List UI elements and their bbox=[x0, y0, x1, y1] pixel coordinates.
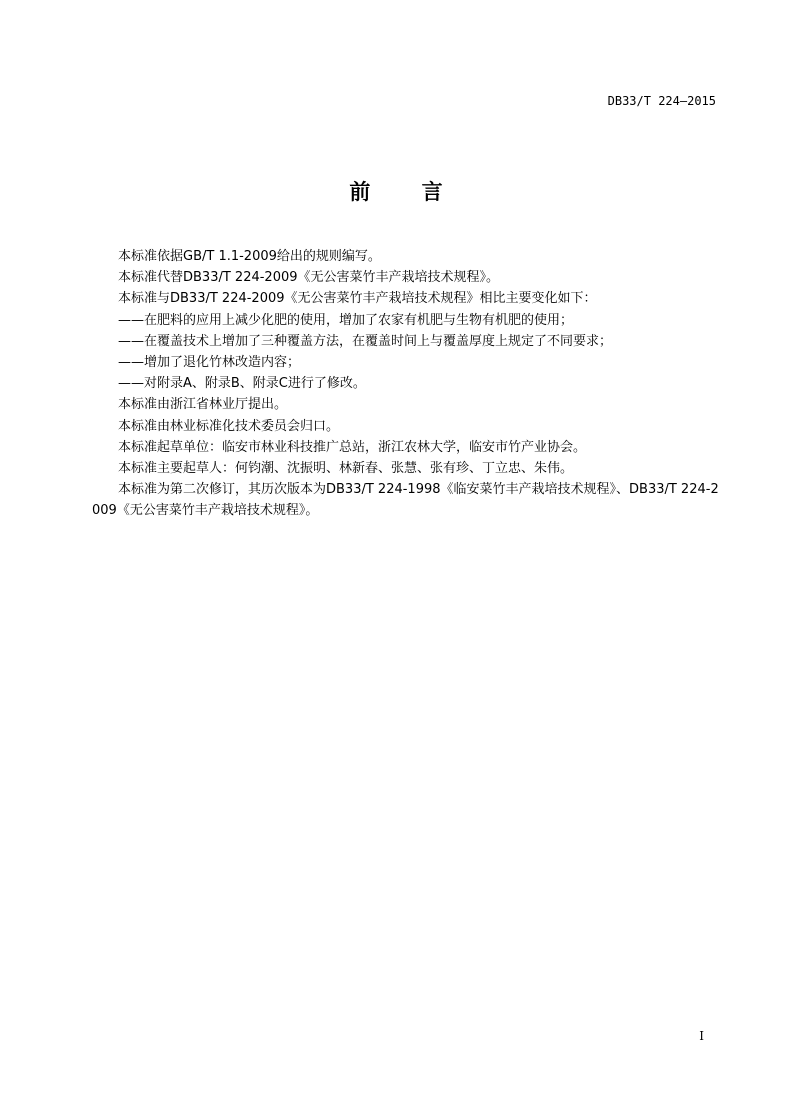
standard-code: DB33/T 224—2015 bbox=[607, 94, 716, 108]
paragraph: 本标准主要起草人：何钧潮、沈振明、林新春、张慧、张有珍、丁立忠、朱伟。 bbox=[118, 461, 574, 477]
list-item: ——在肥料的应用上减少化肥的使用，增加了农家有机肥与生物有机肥的使用； bbox=[118, 312, 574, 328]
paragraph: 本标准与DB33/T 224-2009《无公害菜竹丰产栽培技术规程》相比主要变化如下： bbox=[118, 291, 597, 307]
list-item: ——增加了退化竹林改造内容； bbox=[118, 355, 301, 371]
paragraph: 本标准起草单位：临安市林业科技推广总站，浙江农林大学，临安市竹产业协会。 bbox=[118, 439, 587, 455]
list-item: ——对附录A、附录B、附录C进行了修改。 bbox=[118, 376, 366, 392]
paragraph: 本标准由林业标准化技术委员会归口。 bbox=[118, 418, 340, 434]
page-title: 前 言 bbox=[349, 180, 465, 204]
page-number: I bbox=[699, 1029, 704, 1043]
list-item: ——在覆盖技术上增加了三种覆盖方法，在覆盖时间上与覆盖厚度上规定了不同要求； bbox=[118, 333, 613, 349]
paragraph: 本标准为第二次修订，其历次版本为DB33/T 224-1998《临安菜竹丰产栽培技术规程》、DB33/T 224-2009《无公害菜竹丰产栽培技术规程》。 bbox=[92, 482, 719, 519]
foreword-body bbox=[92, 246, 720, 522]
paragraph: 本标准依据GB/T 1.1-2009给出的规则编写。 bbox=[118, 249, 381, 264]
paragraph: 本标准代替DB33/T 224-2009《无公害菜竹丰产栽培技术规程》。 bbox=[118, 270, 500, 286]
paragraph: 本标准由浙江省林业厅提出。 bbox=[118, 397, 288, 413]
